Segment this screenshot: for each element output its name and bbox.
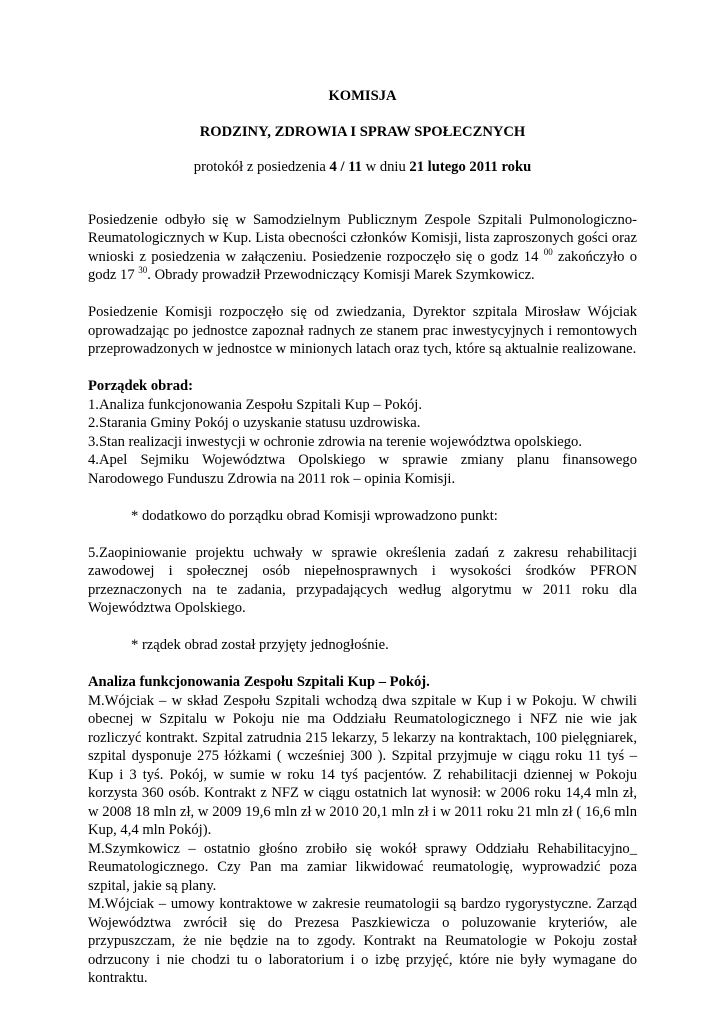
protocol-mid: w dniu (361, 159, 410, 175)
analysis-paragraph-3: M.Wójciak – umowy kontraktowe w zakresie reumatologii są bardzo rygorystyczne. Zarząd Województwa zwrócił się do Prezesa Paszkiewicza o poluzowanie kryteriów, ale przypuszczam, że nie będzie na to zgody. Kontrakt na Reumatologie w Pokoju został odrzucony i nie chodzi tu o laboratorium i o izbę przyjęć, które nie były wymagane do kontraktu. (88, 896, 637, 986)
intro-paragraph (88, 211, 637, 285)
protocol-date: 21 lutego 2011 roku (409, 159, 532, 175)
intro-text-c: . Obrady prowadził Przewodniczący Komisji Marek Szymkowicz. (147, 267, 535, 283)
protocol-line (88, 158, 637, 177)
agenda-heading: Porządek obrad: (88, 378, 193, 394)
agenda-item-1: 1.Analiza funkcjonowania Zespołu Szpitali Kup – Pokój. (88, 396, 422, 413)
document-title: KOMISJA (328, 88, 397, 104)
intro-text-a: Posiedzenie odbyło się w Samodzielnym Publicznym Zespole Szpitali Pulmonologiczno-Reumatologicznych w Kup. Lista obecności członków Komisji, lista zaproszonych gości oraz wnioski z posiedzenia w załączeniu. Posiedzenie rozpoczęło się o godz 14 (88, 211, 637, 265)
analysis-heading: Analiza funkcjonowania Zespołu Szpitali Kup – Pokój. (88, 674, 430, 690)
document-page (88, 84, 637, 988)
visit-paragraph: Posiedzenie Komisji rozpoczęło się od zwiedzania, Dyrektor szpitala Mirosław Wójciak oprowadzając po jednostce zapoznał radnych ze stanem prac inwestycyjnych i remontowych przeprowadzonych w jednostce w minionych latach oraz tych, które są aktualnie realizowane. (88, 304, 637, 357)
agenda-item-2: 2.Starania Gminy Pokój o uzyskanie statusu uzdrowiska. (88, 415, 421, 431)
protocol-number: 4 / 11 (329, 159, 362, 175)
agenda-item-5: 5.Zaopiniowanie projektu uchwały w sprawie określenia zadań z zakresu rehabilitacji zawodowej i społecznej osób niepełnosprawnych i wysokości środków PFRON przeznaczonych na te zadania, przypadających według algorytmu w 2011 roku dla Województwa Opolskiego. (88, 544, 637, 616)
analysis-paragraph-1: M.Wójciak – w skład Zespołu Szpitali wchodzą dwa szpitale w Kup i w Pokoju. W chwili obecnej w Szpitalu w Pokoju nie ma Oddziału Reumatologicznego i NFZ nie wie jak rozliczyć kontrakt. Szpital zatrudnia 215 lekarzy, 5 lekarzy na kontraktach, 100 pielęgniarek, szpital dysponuje 275 łóżkami ( wcześniej 300 ). Szpital przyjmuje w ciągu roku 11 tyś – Kup i 3 tyś. Pokój, w sumie w roku 14 tyś pacjentów. Z rehabilitacji dziennej w Pokoju korzysta 360 osób. Kontrakt z NFZ w ciągu ostatnich lat wynosił: w 2006 roku 14,4 mln zł, w 2008 18 mln zł, w 2009 19,6 mln zł w 2010 20,1 mln zł i w 2011 roku 21 mln zł ( 16,6 mln Kup, 4,4 mln Pokój). (88, 692, 637, 838)
committee-name: RODZINY, ZDROWIA I SPRAW SPOŁECZNYCH (199, 123, 526, 140)
agenda-item-3: 3.Stan realizacji inwestycji w ochronie zdrowia na terenie województwa opolskiego. (88, 433, 582, 450)
agenda-item-4: 4.Apel Sejmiku Województwa Opolskiego w sprawie zmiany planu finansowego Narodowego Funduszu Zdrowia na 2011 rok – opinia Komisji. (88, 452, 637, 487)
intro-time-start-minutes: 00 (543, 246, 553, 257)
intro-time-end-minutes: 30 (138, 265, 148, 276)
intro-text-b: zakończyło o godz 17 (88, 248, 638, 283)
protocol-prefix: protokół z posiedzenia (193, 159, 330, 175)
agenda-accepted-note: * rządek obrad został przyjęty jednogłośnie. (131, 637, 389, 653)
analysis-paragraph-2: M.Szymkowicz – ostatnio głośno zrobiło się wokół sprawy Oddziału Rehabilitacyjno_ Reumatologicznego. Czy Pan ma zamiar likwidować reumatologię, wyprowadzić poza szpital, jakie są plany. (88, 840, 637, 894)
agenda-added-note: * dodatkowo do porządku obrad Komisji wprowadzono punkt: (131, 507, 498, 524)
